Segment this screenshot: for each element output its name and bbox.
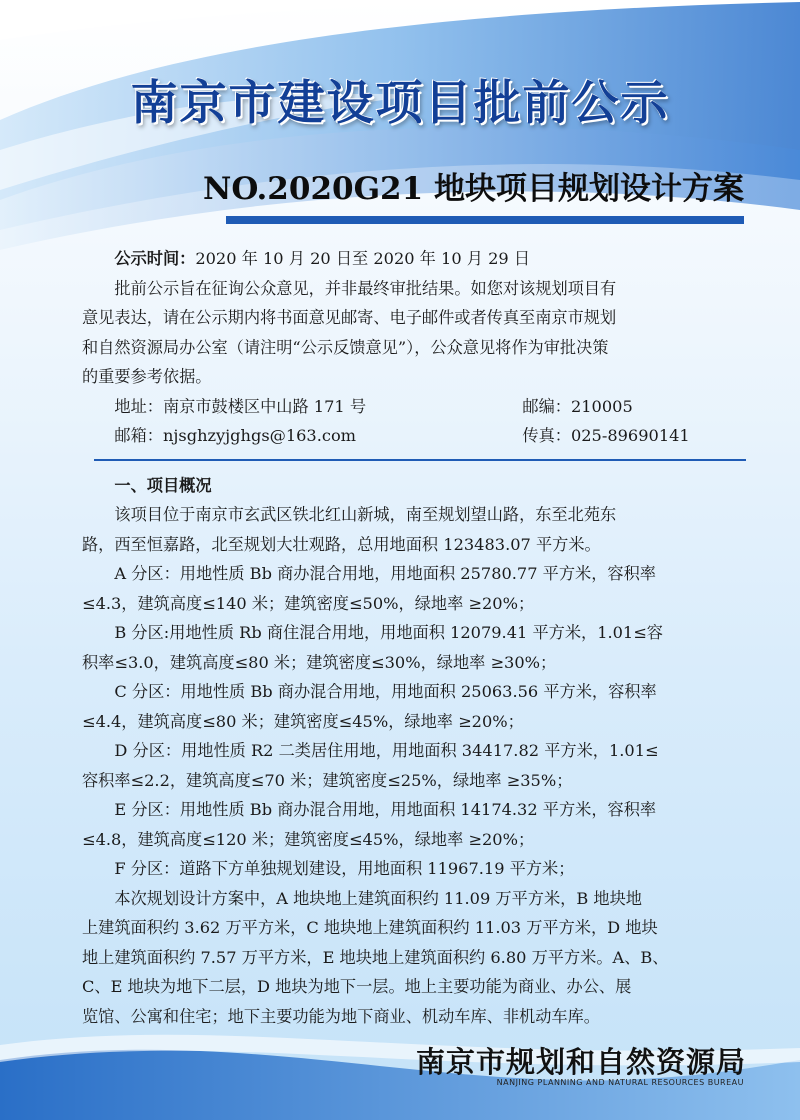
contact-row-1 <box>82 392 746 422</box>
zone-f-paragraph <box>82 854 746 884</box>
paragraph-line: C 分区：用地性质 Bb 商办混合用地，用地面积 25063.56 平方米，容积率 <box>114 682 657 701</box>
paragraph-line: E 分区：用地性质 Bb 商办混合用地，用地面积 14174.32 平方米，容积率 <box>114 800 657 819</box>
paragraph-line: C、E 地块为地下二层，D 地块为地下一层。地上主要功能为商业、办公、展 <box>82 977 632 996</box>
notice-line: 的重要参考依据。 <box>82 367 212 386</box>
paragraph-line: 积率≤3.0，建筑高度≤80 米；建筑密度≤30%，绿地率 ≥30%； <box>82 652 557 672</box>
email[interactable]: 邮箱：njsghzyjghgs@163.com <box>114 426 357 445</box>
zone-d-paragraph <box>82 736 746 795</box>
section-divider <box>94 459 746 461</box>
notice-time-value: 2020 年 10 月 20 日至 2020 年 10 月 29 日 <box>195 249 531 268</box>
paragraph-line: 地上建筑面积约 7.57 万平方米，E 地块地上建筑面积约 6.80 万平方米。A、B、 <box>82 947 669 967</box>
notice-line: 意见表达，请在公示期内将书面意见邮寄、电子邮件或者传真至南京市规划 <box>82 308 617 327</box>
paragraph-line: F 分区：道路下方单独规划建设，用地面积 11967.19 平方米； <box>114 859 575 878</box>
zone-b-paragraph <box>82 618 746 677</box>
notice-content <box>82 244 746 1031</box>
paragraph-line: A 分区：用地性质 Bb 商办混合用地，用地面积 25780.77 平方米，容积率 <box>114 564 656 583</box>
paragraph-line: ≤4.3，建筑高度≤140 米；建筑密度≤50%，绿地率 ≥20%； <box>82 593 535 613</box>
notice-time-label: 公示时间： <box>114 249 196 268</box>
overview-paragraph <box>82 500 746 559</box>
paragraph-line: B 分区:用地性质 Rb 商住混合用地，用地面积 12079.41 平方米，1.01≤容 <box>114 623 663 642</box>
fax: 传真：025-89690141 <box>522 426 690 445</box>
main-title: 南京市建设项目批前公示 <box>130 76 670 131</box>
zone-a-paragraph <box>82 559 746 618</box>
contact-row-2 <box>82 421 746 451</box>
section-title: 一、项目概况 <box>114 475 212 495</box>
title-underline-bar <box>226 216 744 224</box>
notice-time <box>82 244 746 274</box>
notice-line: 批前公示旨在征询公众意见，并非最终审批结果。如您对该规划项目有 <box>114 278 617 298</box>
paragraph-line: D 分区：用地性质 R2 二类居住用地，用地面积 34417.82 平方米，1.01≤ <box>114 741 659 760</box>
paragraph-line: ≤4.4，建筑高度≤80 米；建筑密度≤45%，绿地率 ≥20%； <box>82 711 524 731</box>
zone-e-paragraph <box>82 795 746 854</box>
paragraph-line: ≤4.8，建筑高度≤120 米；建筑密度≤45%，绿地率 ≥20%； <box>82 829 535 849</box>
paragraph-line: 容积率≤2.2，建筑高度≤70 米；建筑密度≤25%，绿地率 ≥35%； <box>82 770 573 790</box>
postcode: 邮编：210005 <box>522 396 633 416</box>
footer-org-name: 南京市规划和自然资源局 <box>415 1045 746 1079</box>
paragraph-line: 本次规划设计方案中，A 地块地上建筑面积约 11.09 万平方米，B 地块地 <box>114 888 642 908</box>
address: 地址：南京市鼓楼区中山路 171 号 <box>114 396 367 416</box>
summary-paragraph <box>82 884 746 1032</box>
sub-title: NO.2020G21 地块项目规划设计方案 <box>202 171 744 207</box>
paragraph-line: 该项目位于南京市玄武区铁北红山新城，南至规划望山路，东至北苑东 <box>114 505 617 524</box>
footer-org-english: NANJING PLANNING AND NATURAL RESOURCES BUREAU <box>496 1078 744 1087</box>
zone-c-paragraph <box>82 677 746 736</box>
notice-line: 和自然资源局办公室（请注明“公示反馈意见”），公众意见将作为审批决策 <box>82 337 609 357</box>
paragraph-line: 上建筑面积约 3.62 万平方米，C 地块地上建筑面积约 11.03 万平方米，D 地块 <box>82 918 658 937</box>
paragraph-line: 路，西至恒嘉路，北至规划大壮观路，总用地面积 123483.07 平方米。 <box>82 534 601 554</box>
paragraph-line: 览馆、公寓和住宅；地下主要功能为地下商业、机动车库、非机动车库。 <box>82 1006 600 1026</box>
